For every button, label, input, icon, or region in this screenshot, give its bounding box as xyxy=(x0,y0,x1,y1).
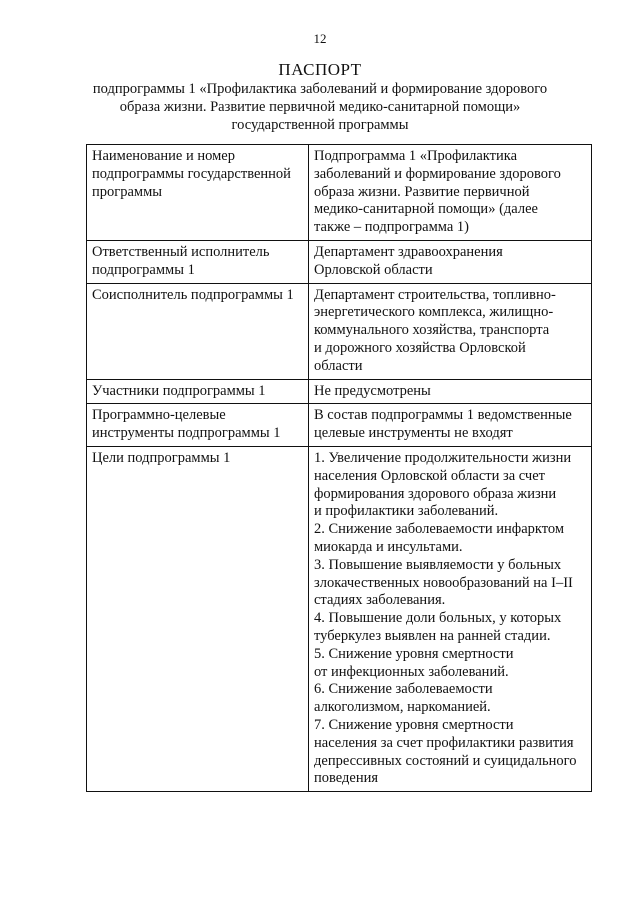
cell-text: Не предусмотрены xyxy=(314,382,431,399)
cell-text: Ответственный исполнитель подпрограммы 1 xyxy=(92,243,270,278)
page-number: 12 xyxy=(313,31,327,46)
row-label-responsible-executor xyxy=(87,240,309,283)
document-subtitle: подпрограммы 1 «Профилактика заболеваний и формирование здорового образа жизни. Развитие первичной медико-санитарной помощи» государственной программы xyxy=(92,81,548,133)
cell-text: 1. Увеличение продолжительности жизни населения Орловской области за счет формирования здорового образа жизни и профилактики заболеваний. 2. Снижение заболеваемости инфарктом миокарда и инсультами. 3. Повышение выявляемости у больных злокачественных новообразований на I–II стадиях заболевания. 4. Повышение доли больных, у которых туберкулез выявлен на ранней стадии. 5. Снижение уровня смертности от инфекционных заболеваний. 6. Снижение заболеваемости алкоголизмом, наркоманией. 7. Снижение уровня смертности населения за счет профилактики развития депрессивных состояний и суицидального поведения xyxy=(314,449,577,787)
cell-text: Подпрограмма 1 «Профилактика заболеваний и формирование здорового образа жизни. Развитие первичной медико-санитарной помощи» (далее также – подпрограмма 1) xyxy=(314,148,561,236)
row-label-co-executor xyxy=(87,283,309,379)
table-row xyxy=(87,283,592,379)
document-title: ПАСПОРТ xyxy=(278,60,362,79)
row-label-instruments xyxy=(87,404,309,447)
table-row xyxy=(87,404,592,447)
row-value-co-executor xyxy=(309,283,592,379)
row-label-goals xyxy=(87,446,309,791)
table-row xyxy=(87,446,592,791)
cell-text: Участники подпрограммы 1 xyxy=(92,382,266,399)
table-row xyxy=(87,379,592,404)
table-row xyxy=(87,240,592,283)
cell-text: Соисполнитель подпрограммы 1 xyxy=(92,286,294,303)
row-label-participants xyxy=(87,379,309,404)
cell-text: Департамент здравоохранения Орловской области xyxy=(314,243,503,278)
cell-text: Наименование и номер подпрограммы государственной программы xyxy=(92,148,291,200)
cell-text: В состав подпрограммы 1 ведомственные целевые инструменты не входят xyxy=(314,407,572,442)
cell-text: Цели подпрограммы 1 xyxy=(92,449,231,466)
passport-table xyxy=(86,144,592,792)
table-row xyxy=(87,145,592,241)
row-value-responsible-executor xyxy=(309,240,592,283)
row-label-program-name xyxy=(87,145,309,241)
row-value-instruments xyxy=(309,404,592,447)
row-value-goals xyxy=(309,446,592,791)
cell-text: Программно-целевые инструменты подпрограммы 1 xyxy=(92,407,281,442)
row-value-program-name xyxy=(309,145,592,241)
row-value-participants xyxy=(309,379,592,404)
cell-text: Департамент строительства, топливно- энергетического комплекса, жилищно- коммунального хозяйства, транспорта и дорожного хозяйства Орловской области xyxy=(314,286,556,374)
